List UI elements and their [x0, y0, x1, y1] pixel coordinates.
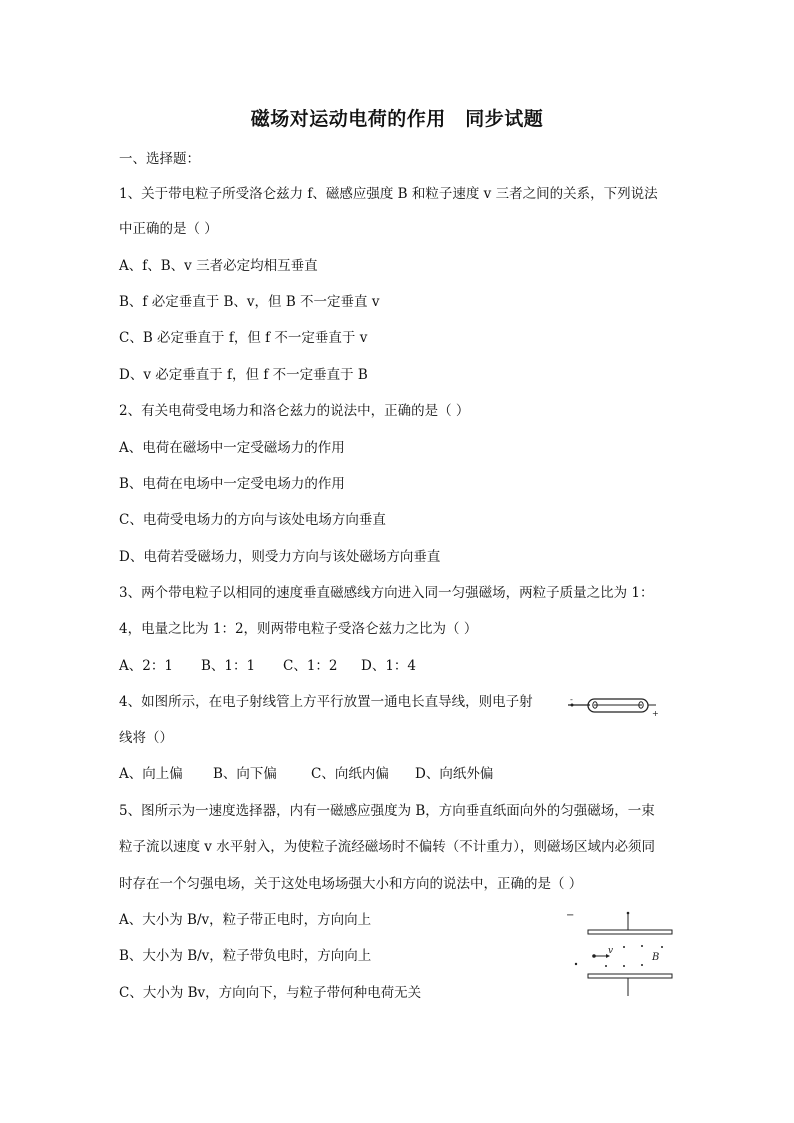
q3-option-c: C、1：2	[283, 658, 338, 674]
q4-stem-line-1: 4、如图所示，在电子射线管上方平行放置一通电长直导线，则电子射	[119, 694, 533, 710]
q1-option-d: D、v 必定垂直于 f，但 f 不一定垂直于 B	[119, 367, 368, 383]
q4-option-b: B、向下偏	[213, 766, 277, 782]
selector-label-minus: −	[566, 910, 575, 921]
tube-label-right: +	[652, 709, 659, 718]
q5-stem-line-2: 粒子流以速度 v 水平射入，为使粒子流经磁场时不偏转（不计重力），则磁场区域内必须同	[119, 839, 655, 855]
q4-stem-line-2: 线将（）	[119, 730, 173, 746]
tube-label-left: -	[570, 695, 573, 704]
q5-stem-line-1: 5、图所示为一速度选择器，内有一磁感应强度为 B，方向垂直纸面向外的匀强磁场，一束	[119, 803, 655, 819]
q5-option-a: A、大小为 B/v，粒子带正电时，方向向上	[119, 912, 372, 928]
section-heading: 一、选择题：	[119, 151, 200, 167]
q3-options	[119, 656, 416, 676]
selector-label-B: B	[652, 952, 660, 963]
q1-stem-line-1: 1、关于带电粒子所受洛仑兹力 f、磁感应强度 B 和粒子速度 v 三者之间的关系，下列说法	[119, 186, 658, 202]
q1-stem-line-2: 中正确的是（ ）	[119, 221, 218, 237]
q3-stem-line-2: 4，电量之比为 1：2，则两带电粒子受洛仑兹力之比为（ ）	[119, 621, 478, 637]
q1-option-b: B、f 必定垂直于 B、v，但 B 不一定垂直 v	[119, 294, 380, 310]
selector-label-v: v	[608, 946, 614, 956]
q5-option-c: C、大小为 Bv，方向向下，与粒子带何种电荷无关	[119, 985, 422, 1001]
q3-option-d: D、1：4	[361, 658, 417, 674]
q4-option-c: C、向纸内偏	[311, 766, 389, 782]
q3-stem-line-1: 3、两个带电粒子以相同的速度垂直磁感线方向进入同一匀强磁场，两粒子质量之比为 1：	[119, 585, 654, 601]
q2-stem: 2、有关电荷受电场力和洛仑兹力的说法中，正确的是（ ）	[119, 403, 470, 419]
page-title: 磁场对运动电荷的作用 同步试题	[250, 108, 544, 130]
q4-options	[119, 764, 493, 784]
q1-option-a: A、f、B、v 三者必定均相互垂直	[119, 258, 318, 274]
q4-option-d: D、向纸外偏	[415, 766, 494, 782]
q2-option-a: A、电荷在磁场中一定受磁场力的作用	[119, 440, 345, 456]
velocity-selector-figure	[562, 906, 686, 998]
q2-option-c: C、电荷受电场力的方向与该处电场方向垂直	[119, 512, 386, 528]
cathode-ray-tube-figure	[566, 694, 662, 718]
q2-option-d: D、电荷若受磁场力，则受力方向与该处磁场方向垂直	[119, 549, 441, 565]
q1-option-c: C、B 必定垂直于 f，但 f 不一定垂直于 v	[119, 330, 368, 346]
q5-stem-line-3: 时存在一个匀强电场，关于这处电场场强大小和方向的说法中，正确的是（ ）	[119, 876, 583, 892]
q3-option-a: A、2：1	[119, 658, 173, 674]
q2-option-b: B、电荷在电场中一定受电场力的作用	[119, 476, 345, 492]
q4-option-a: A、向上偏	[119, 766, 183, 782]
q3-option-b: B、1：1	[201, 658, 256, 674]
q5-option-b: B、大小为 B/v，粒子带负电时，方向向上	[119, 948, 372, 964]
